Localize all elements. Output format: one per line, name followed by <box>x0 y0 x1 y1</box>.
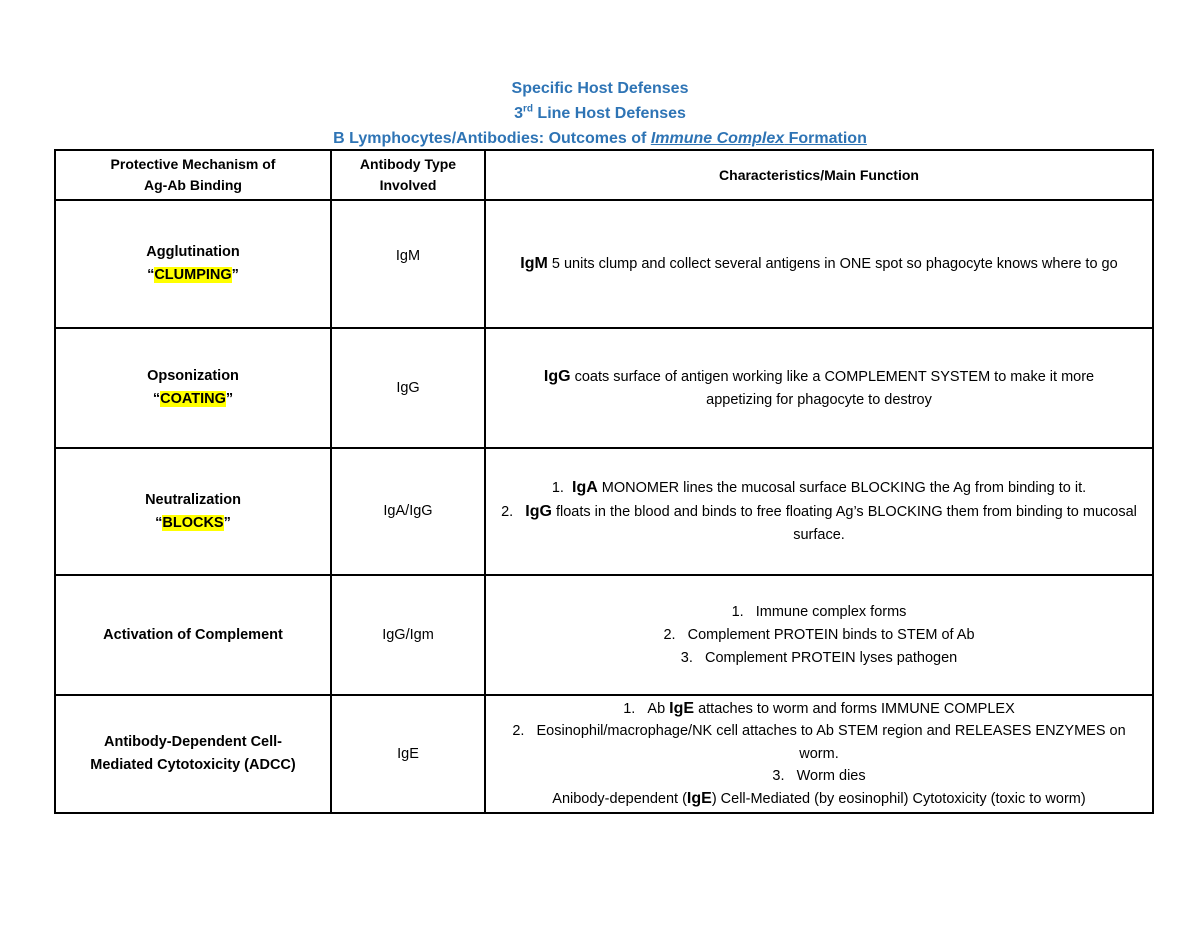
mechanism-cell: Opsonization “COATING” <box>55 328 331 448</box>
antibody-cell: IgG/Igm <box>331 575 485 695</box>
list-item: 1. Immune complex forms <box>731 603 907 620</box>
list-item: 2. IgG floats in the blood and binds to free floating Ag’s BLOCKING them from binding to mucosal surface. <box>501 503 1137 543</box>
list-item: 1. Ab IgE attaches to worm and forms IMMUNE COMPLEX <box>623 699 1015 717</box>
list-item: 1. IgA MONOMER lines the mucosal surface BLOCKING the Ag from binding to it. <box>551 479 1087 496</box>
mechanism-cell: Antibody-Dependent Cell- Mediated Cytotoxicity (ADCC) <box>55 695 331 813</box>
mechanism-cell: Agglutination “CLUMPING” <box>55 200 331 328</box>
antibody-cell: IgG <box>331 328 485 448</box>
table-row <box>55 575 1153 695</box>
description-cell: IgG coats surface of antigen working like a COMPLEMENT SYSTEM to make it more appetizing for phagocyte to destroy <box>485 328 1153 448</box>
table-row <box>55 328 1153 448</box>
table-row <box>55 448 1153 575</box>
list-item: 3. Worm dies <box>772 768 866 785</box>
title-specific-host-defenses: Specific Host Defenses <box>511 80 689 97</box>
description-cell: IgM 5 units clump and collect several antigens in ONE spot so phagocyte knows where to go <box>485 200 1153 328</box>
highlighted-keyword: COATING <box>160 391 226 407</box>
description-cell <box>485 448 1153 575</box>
list-item: 2. Eosinophil/macrophage/NK cell attaches to Ab STEM region and RELEASES ENZYMES on worm. <box>512 723 1126 762</box>
header-characteristics: Characteristics/Main Function <box>485 150 1153 200</box>
adcc-footer-note: Anibody-dependent (IgE) Cell-Mediated (by eosinophil) Cytotoxicity (toxic to worm) <box>552 789 1086 807</box>
header-mechanism: Protective Mechanism of Ag-Ab Binding <box>55 150 331 200</box>
antibody-cell: IgA/IgG <box>331 448 485 575</box>
mechanism-cell: Activation of Complement <box>55 575 331 695</box>
antibody-cell: IgE <box>331 695 485 813</box>
title-outcomes: B Lymphocytes/Antibodies: Outcomes of Immune Complex Formation <box>333 130 867 147</box>
immune-complex-table <box>54 149 1154 814</box>
table-header-row <box>55 150 1153 200</box>
table-row <box>55 200 1153 328</box>
header-antibody-type: Antibody Type Involved <box>331 150 485 200</box>
highlighted-keyword: CLUMPING <box>154 267 232 283</box>
highlighted-keyword: BLOCKS <box>162 514 224 531</box>
mechanism-cell: Neutralization “BLOCKS” <box>55 448 331 575</box>
description-cell <box>485 575 1153 695</box>
document-titles <box>0 76 1200 151</box>
table-row <box>55 695 1153 813</box>
antibody-cell: IgM <box>331 200 485 328</box>
list-item: 2. Complement PROTEIN binds to STEM of Ab <box>663 626 975 643</box>
title-third-line: 3rd Line Host Defenses <box>514 103 686 122</box>
description-cell <box>485 695 1153 813</box>
list-item: 3. Complement PROTEIN lyses pathogen <box>680 649 958 666</box>
